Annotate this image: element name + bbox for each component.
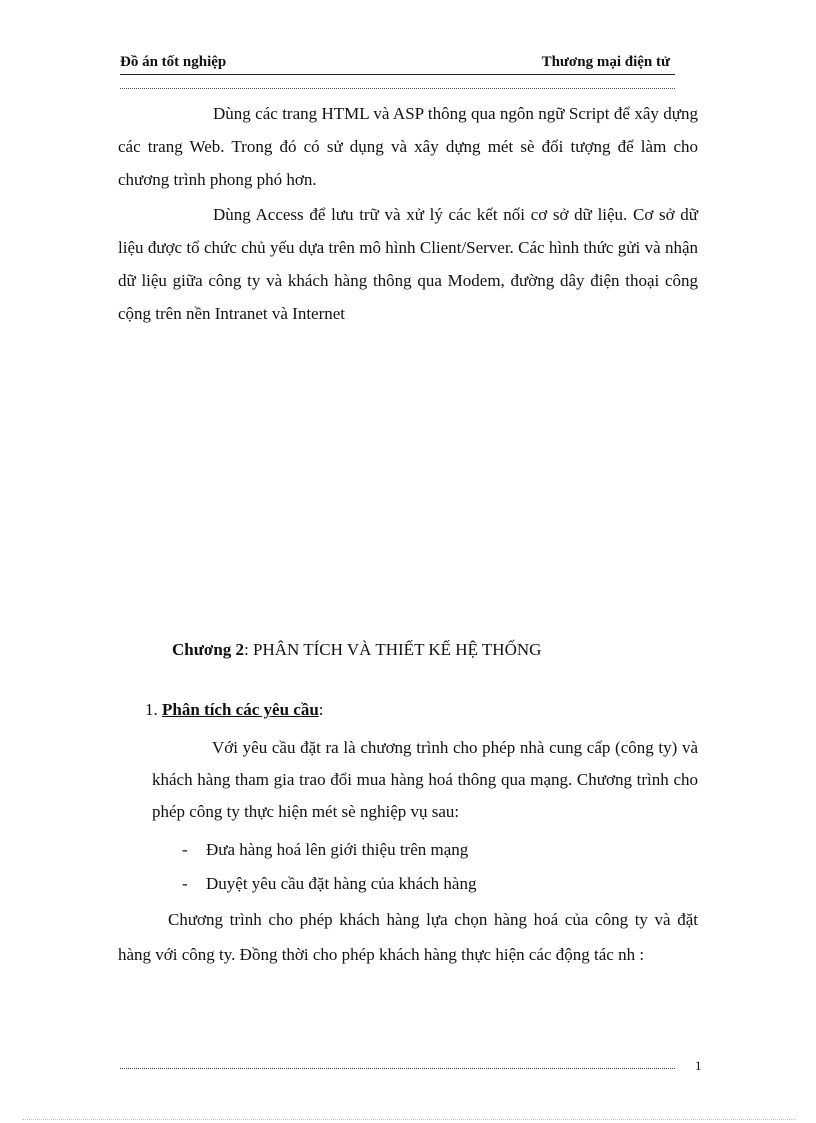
closing-paragraph: Chương trình cho phép khách hàng lựa chọn hàng hoá của công ty và đặt hàng với công ty. Đồng thời cho phép khách hàng thực hiện các động tác nh :: [118, 910, 698, 964]
list-item: [182, 867, 476, 901]
header-left-title: Đồ án tốt nghiệp: [120, 54, 227, 70]
section-number: 1.: [145, 700, 158, 719]
header-dotted-rule: [120, 88, 675, 89]
chapter-label: Chương 2: [172, 640, 245, 659]
paragraph-access: Dùng Access để lưu trữ và xử lý các kết nối cơ sở dữ liệu. Cơ sở dữ liệu được tổ chức chủ yếu dựa trên mô hình Client/Server. Các hình thức gửi và nhận dữ liệu giữa công ty và khách hàng thông qua Modem, đường dây điện thoại công cộng trên nền Intranet và Internet: [118, 205, 698, 323]
chapter-heading: [172, 640, 541, 660]
header-rule: [120, 74, 675, 75]
section-intro-paragraph: Với yêu cầu đặt ra là chương trình cho phép nhà cung cấp (công ty) và khách hàng tham gia trao đổi mua hàng hoá thông qua mạng. Chương trình cho phép công ty thực hiện mét sè nghiệp vụ sau:: [152, 738, 698, 821]
paragraph-html-asp: Dùng các trang HTML và ASP thông qua ngôn ngữ Script để xây dựng các trang Web. Trong đó có sử dụng và xây dựng mét sè đối tượng để làm cho chương trình phong phó hơn.: [118, 104, 698, 189]
bullet-text: Duyệt yêu cầu đặt hàng của khách hàng: [206, 874, 477, 893]
page-bottom-border: [22, 1119, 796, 1120]
footer-rule: [120, 1068, 675, 1069]
section-heading: [145, 700, 324, 720]
list-item: [182, 833, 476, 867]
page-number: 1: [695, 1058, 702, 1073]
page-header: [120, 52, 670, 74]
bullet-text: Đưa hàng hoá lên giới thiệu trên mạng: [206, 840, 469, 859]
section-colon: :: [318, 700, 324, 719]
section-title: Phân tích các yêu cầu: [162, 700, 319, 719]
bullet-dash: -: [182, 874, 188, 893]
chapter-title: : PHÂN TÍCH VÀ THIẾT KẾ HỆ THỐNG: [244, 640, 542, 659]
bullet-list: [182, 833, 476, 901]
bullet-dash: -: [182, 840, 188, 859]
header-right-title: Thương mại điện tử: [541, 54, 670, 70]
